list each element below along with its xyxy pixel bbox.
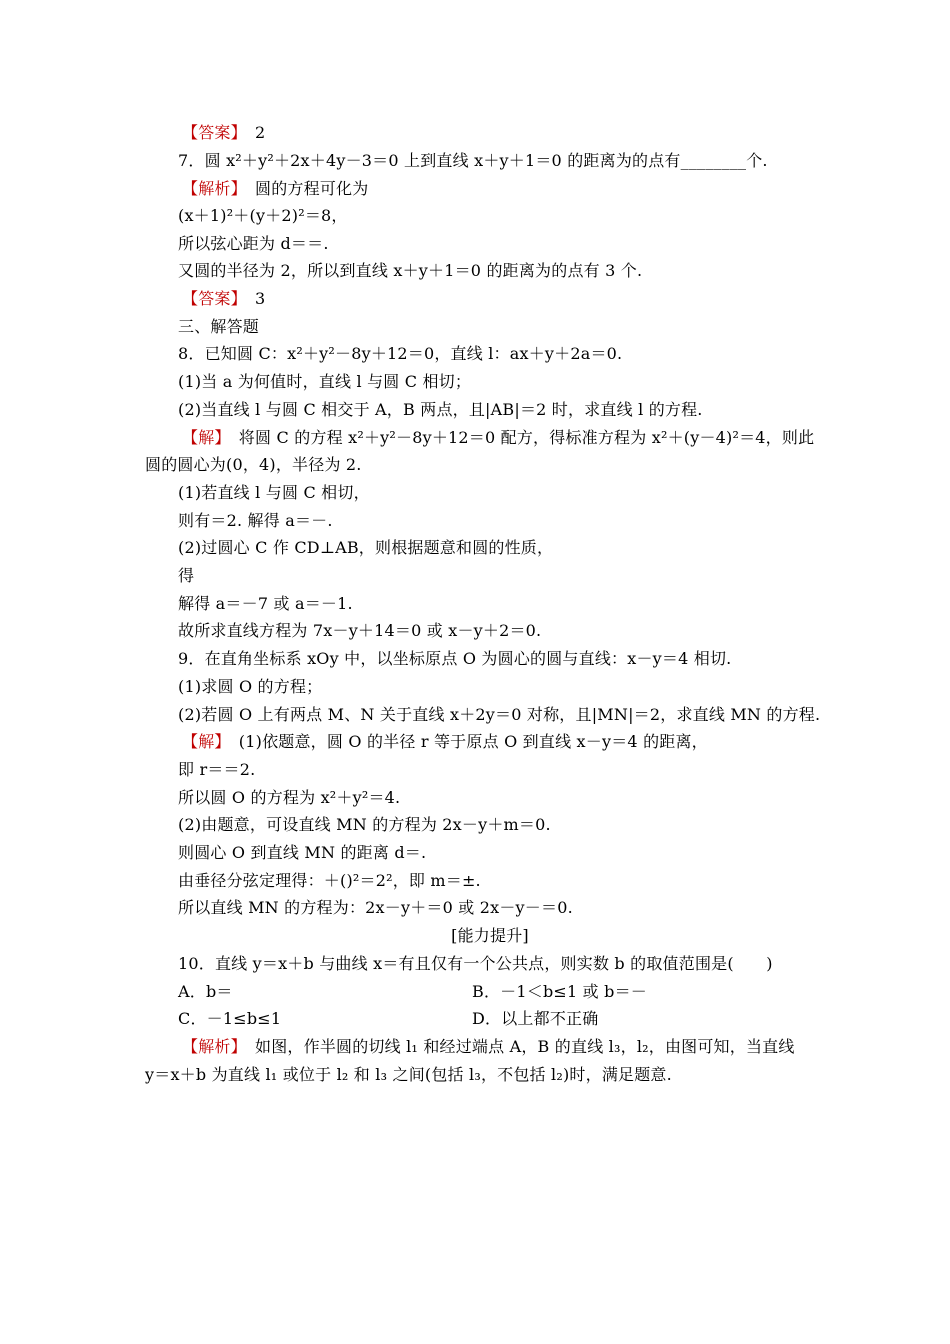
solution-line: 得 bbox=[178, 566, 195, 585]
analysis-line bbox=[182, 1036, 795, 1058]
solution-line: 圆的圆心为(0，4)，半径为 2. bbox=[145, 455, 362, 474]
question-7: 7．圆 x²＋y²＋2x＋4y－3＝0 上到直线 x＋y＋1＝0 的距离为的点有________个. bbox=[178, 151, 768, 170]
solution-line: (1)若直线 l 与圆 C 相切， bbox=[178, 483, 370, 502]
question-part: (1)求圆 O 的方程； bbox=[178, 677, 323, 696]
solution-text: (1)依题意，圆 O 的半径 r 等于原点 O 到直线 x－y＝4 的距离， bbox=[222, 732, 708, 751]
solution-line: 则圆心 O 到直线 MN 的距离 d＝. bbox=[178, 843, 427, 862]
solution-line: y＝x＋b 为直线 l₁ 或位于 l₂ 和 l₃ 之间(包括 l₃，不包括 l₂)时，满足题意. bbox=[145, 1065, 672, 1084]
choice-a: A．b＝ bbox=[178, 982, 233, 1001]
solution-tag: 【解】 bbox=[182, 732, 223, 751]
answer-tag: 【答案】 bbox=[182, 123, 239, 142]
analysis-tag: 【解析】 bbox=[182, 179, 239, 198]
question-part: (2)当直线 l 与圆 C 相交于 A，B 两点，且|AB|＝2 时，求直线 l 的方程. bbox=[178, 400, 703, 419]
solution-line: (x＋1)²＋(y＋2)²＝8， bbox=[178, 206, 348, 225]
answer-value: 3 bbox=[238, 289, 266, 308]
section-heading: [能力提升] bbox=[451, 926, 529, 945]
choice-d: D．以上都不正确 bbox=[472, 1009, 599, 1028]
answer-line bbox=[182, 288, 265, 310]
solution-line: (2)由题意，可设直线 MN 的方程为 2x－y＋m＝0. bbox=[178, 815, 551, 834]
question-part: (2)若圆 O 上有两点 M、N 关于直线 x＋2y＝0 对称，且|MN|＝2，求直线 MN 的方程. bbox=[178, 705, 821, 724]
analysis-line bbox=[182, 178, 368, 200]
question-10: 10．直线 y＝x＋b 与曲线 x＝有且仅有一个公共点，则实数 b 的取值范围是( ) bbox=[178, 954, 773, 973]
answer-value: 2 bbox=[238, 123, 266, 142]
analysis-text: 圆的方程可化为 bbox=[238, 179, 369, 198]
solution-start bbox=[182, 427, 814, 449]
section-heading: 三、解答题 bbox=[178, 317, 260, 336]
solution-line: 即 r＝＝2. bbox=[178, 760, 256, 779]
solution-line: 所以弦心距为 d＝＝. bbox=[178, 234, 329, 253]
solution-line: 又圆的半径为 2，所以到直线 x＋y＋1＝0 的距离为的点有 3 个. bbox=[178, 261, 643, 280]
answer-line bbox=[182, 122, 265, 144]
question-8: 8．已知圆 C：x²＋y²－8y＋12＝0，直线 l：ax＋y＋2a＝0. bbox=[178, 344, 623, 363]
analysis-tag: 【解析】 bbox=[182, 1037, 239, 1056]
solution-line: 所以圆 O 的方程为 x²＋y²＝4. bbox=[178, 788, 401, 807]
choice-c: C．－1≤b≤1 bbox=[178, 1009, 282, 1028]
solution-line: (2)过圆心 C 作 CD⊥AB，则根据题意和圆的性质， bbox=[178, 538, 554, 557]
analysis-text: 如图，作半圆的切线 l₁ 和经过端点 A，B 的直线 l₃，l₂，由图可知，当直线 bbox=[238, 1037, 795, 1056]
solution-text: 将圆 C 的方程 x²＋y²－8y＋12＝0 配方，得标准方程为 x²＋(y－4)²＝4，则此 bbox=[222, 428, 815, 447]
question-part: (1)当 a 为何值时，直线 l 与圆 C 相切； bbox=[178, 372, 472, 391]
solution-line: 所以直线 MN 的方程为：2x－y＋＝0 或 2x－y－＝0. bbox=[178, 898, 573, 917]
solution-line: 解得 a＝－7 或 a＝－1. bbox=[178, 594, 353, 613]
solution-start bbox=[182, 731, 708, 753]
choice-b: B．－1＜b≤1 或 b＝－ bbox=[472, 982, 647, 1001]
solution-line: 由垂径分弦定理得：＋()²＝2²，即 m＝±. bbox=[178, 871, 481, 890]
solution-line: 则有＝2. 解得 a＝－. bbox=[178, 511, 333, 530]
solution-line: 故所求直线方程为 7x－y＋14＝0 或 x－y＋2＝0. bbox=[178, 621, 542, 640]
question-9: 9．在直角坐标系 xOy 中，以坐标原点 O 为圆心的圆与直线：x－y＝4 相切. bbox=[178, 649, 732, 668]
answer-tag: 【答案】 bbox=[182, 289, 239, 308]
solution-tag: 【解】 bbox=[182, 428, 223, 447]
